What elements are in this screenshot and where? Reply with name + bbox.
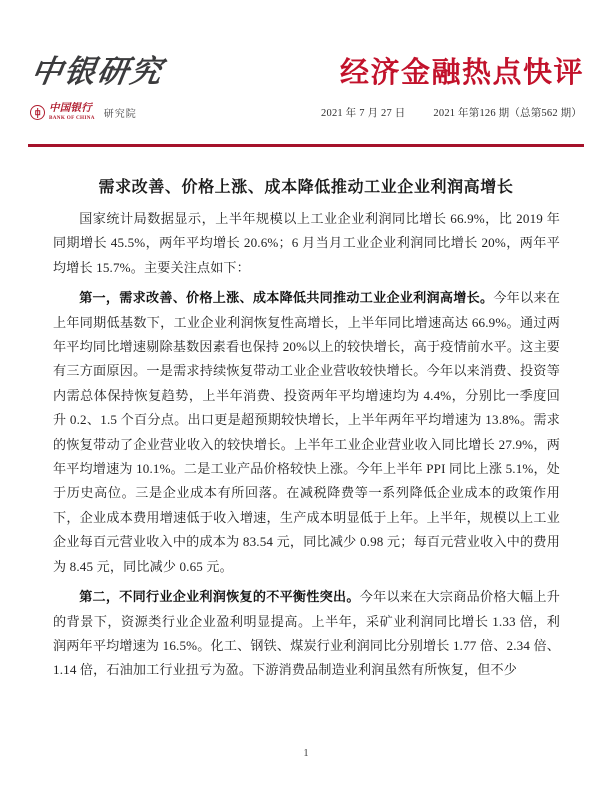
institute-label: 研究院 (103, 109, 137, 121)
boc-name-en: BANK OF CHINA (49, 115, 95, 121)
paragraph-text: 国家统计局数据显示，上半年规模以上工业企业利润同比增长 66.9%，比 2019 年同期增长 45.5%，两年平均增长 20.6%；6 月当月工业企业利润同比增长 20%，两年平均增长 15.7%。主要关注点如下： (53, 211, 560, 275)
bank-of-china-brand-row (30, 104, 137, 121)
bank-of-china-coin-icon (30, 105, 45, 120)
document-body (53, 207, 560, 689)
masthead-meta (321, 105, 582, 120)
bank-of-china-wordmark (49, 104, 95, 121)
issue-number: 2021 年第126 期（总第562 期） (433, 108, 582, 119)
paragraph-point-two (53, 585, 560, 683)
paragraph-lead: 第一，需求改善、价格上涨、成本降低共同推动工业企业利润高增长。 (79, 290, 494, 306)
masthead (28, 52, 584, 136)
masthead-divider (28, 144, 584, 147)
brand-block (28, 52, 258, 121)
paragraph-point-one (53, 286, 560, 579)
paragraph-intro (53, 207, 560, 280)
masthead-title: 经济金融热点快评 (339, 57, 584, 89)
brand-calligraphy-logo: 中银研究 (28, 54, 167, 89)
paragraph-text: 今年以来在上年同期低基数下，工业企业利润恢复性高增长，上半年同比增速高达 66.9%。通过两年平均同比增速剔除基数因素看也保持 20%以上的较快增长，高于疫情前水平。这主要有三方面原因。一是需求持续恢复带动工业企业营收较快增长。今年以来消费、投资等内需总体保持恢复趋势，上半年消费、投资两年平均增速均为 4.4%，分别比一季度回升 0.2、1.5 个百分点。出口更是超预期较快增长，上半年两年平均增速为 13.8%。需求的恢复带动了企业营业收入的较快增长。上半年工业企业营业收入同比增长 27.9%，两年平均增速为 10.1%。二是工业产品价格较快上涨。今年上半年 PPI 同比上涨 5.1%，处于历史高位。三是企业成本有所回落。在减税降费等一系列降低企业成本的政策作用下，企业成本费用增速低于收入增速，生产成本明显低于上年。上半年，规模以上工业企业每百元营业收入中的成本为 83.54 元，同比减少 0.98 元；每百元营业收入中的费用为 8.45 元，同比减少 0.65 元。 (53, 290, 560, 574)
boc-name-cn: 中国银行 (49, 103, 92, 114)
paragraph-text: 今年以来在大宗商品价格大幅上升的背景下，资源类行业企业盈利明显提高。上半年，采矿业利润同比增长 1.33 倍，利润两年平均增速为 16.5%。化工、钢铁、煤炭行业利润同比分别增长 1.77 倍、2.34 倍、1.14 倍，石油加工行业扭亏为盈。下游消费品制造业利润虽然有所恢复，但不少 (53, 589, 561, 678)
page-title: 需求改善、价格上涨、成本降低推动工业企业利润高增长 (98, 178, 514, 196)
page-number: 1 (303, 748, 309, 759)
publication-date: 2021 年 7 月 27 日 (321, 108, 406, 119)
paragraph-lead: 第二，不同行业企业利润恢复的不平衡性突出。 (79, 589, 360, 605)
